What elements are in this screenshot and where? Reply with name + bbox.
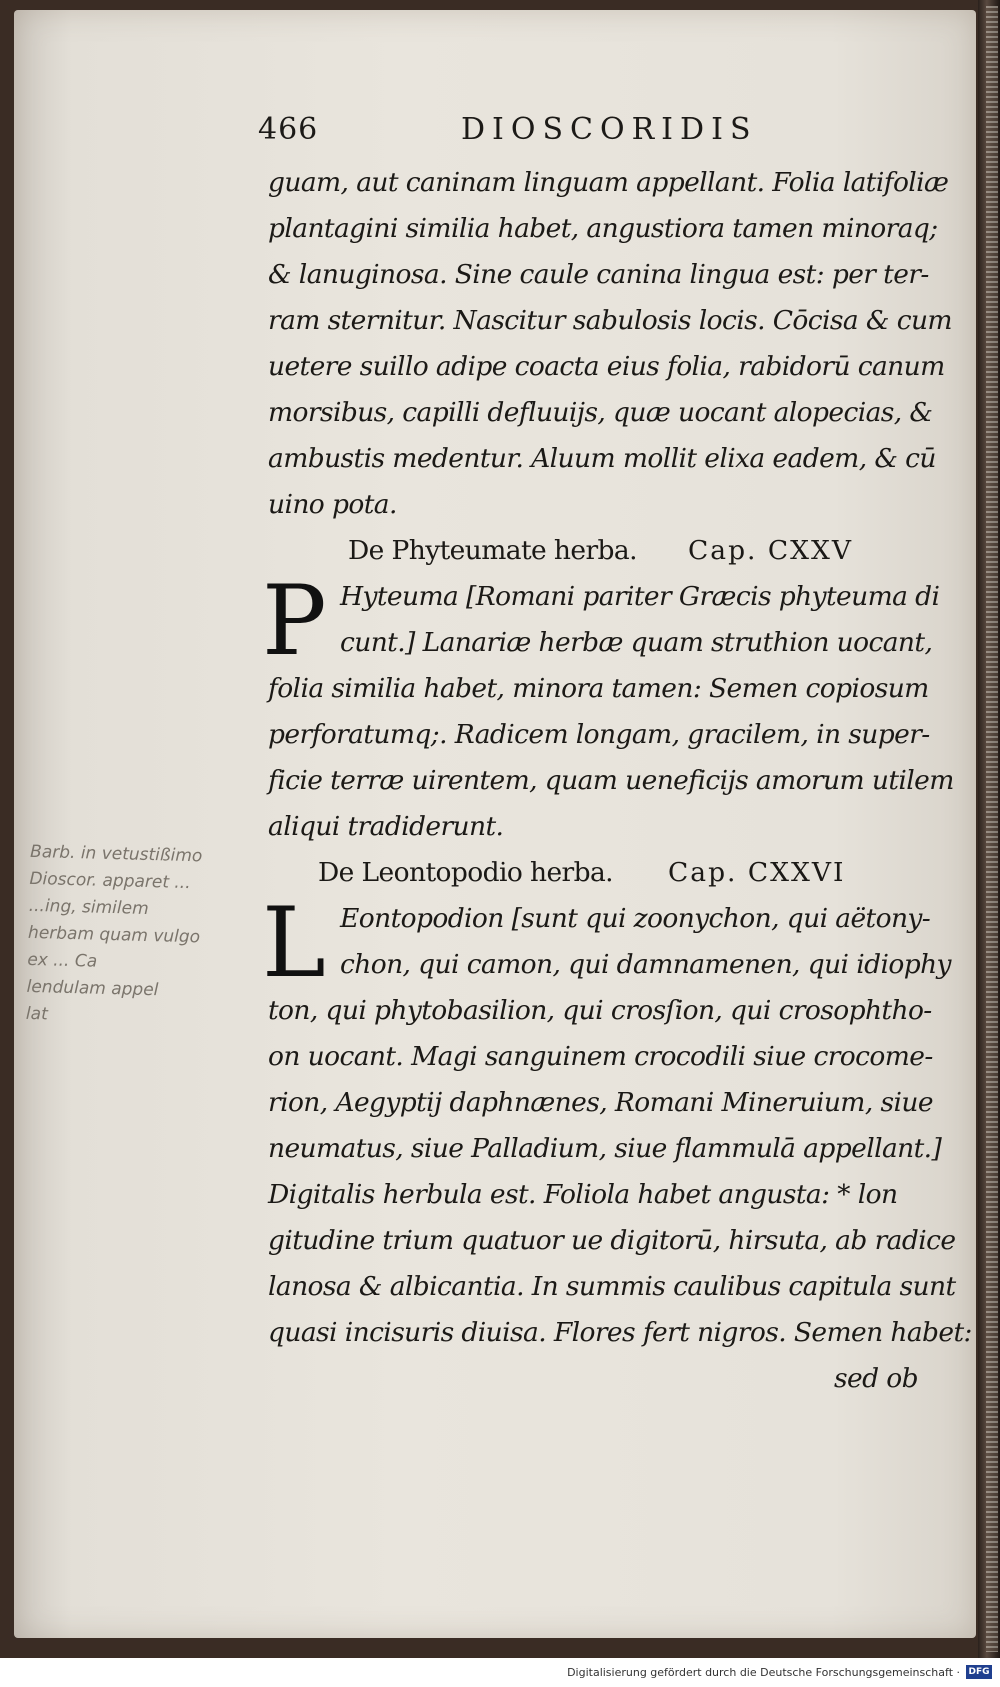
text-line: ram sternitur. Nascitur sabulosis locis. Cōcisa & cum: [268, 305, 952, 336]
note-line: Dioscor. apparet ...: [29, 868, 191, 894]
dfg-logo: DFG: [966, 1665, 992, 1679]
text-line: Digitalis herbula est. Foliola habet angusta: * lon: [268, 1179, 898, 1210]
note-line: lendulam appel: [26, 976, 159, 1001]
chapter-heading-cxxvi: [268, 850, 958, 896]
note-line: lat: [25, 1003, 49, 1025]
text-line: uetere suillo adipe coacta eius folia, rabidorū canum: [268, 351, 945, 382]
text-line: morsibus, capilli defluuijs, quæ uocant alopecias, &: [268, 397, 933, 428]
text-line: perforatumq;. Radicem longam, gracilem, in super-: [268, 719, 930, 750]
handwritten-margin-note: [26, 839, 271, 1034]
note-line: ex ... Ca: [27, 949, 98, 972]
footer-bar: [0, 1658, 1000, 1687]
text-line: Eontopodion [sunt qui zoonychon, qui aëtony-: [340, 903, 931, 934]
chapter-title: De Phyteumate herba.: [348, 535, 637, 566]
page-header: [258, 112, 838, 152]
text-line: ficie terræ uirentem, quam ueneficijs amorum utilem: [268, 765, 954, 796]
drop-capital: P: [262, 565, 326, 677]
text-line: lanosa & albicantia. In summis caulibus capitula sunt: [268, 1271, 956, 1302]
running-head: DIOSCORIDIS: [461, 112, 758, 147]
chapter-title: De Leontopodio herba.: [318, 857, 613, 888]
text-line: plantagini similia habet, angustiora tamen minoraq;: [268, 213, 938, 244]
chapter-number: Cap. CXXVI: [668, 857, 846, 888]
text-line: & lanuginosa. Sine caule canina lingua est: per ter-: [268, 259, 929, 290]
text-line: aliqui tradiderunt.: [268, 811, 504, 842]
page-stack-edge: [986, 6, 998, 1652]
text-line: cunt.] Lanariæ herbæ quam struthion uocant,: [340, 627, 933, 658]
main-text: [262, 160, 972, 1402]
paragraph-1: [268, 160, 958, 528]
folio-number: 466: [258, 112, 319, 147]
text-line: ambustis medentur. Aluum mollit elixa eadem, & cū: [268, 443, 936, 474]
text-line: chon, qui camon, qui damnamenen, qui idiophy: [340, 949, 951, 980]
note-line: ...ing, similem: [28, 895, 149, 920]
text-line: Hyteuma [Romani pariter Græcis phyteuma di: [340, 581, 940, 612]
text-line: gitudine trium quatuor ue digitorū, hirsuta, ab radice: [268, 1225, 956, 1256]
text-line: neumatus, siue Palladium, siue flammulā appellant.]: [268, 1133, 942, 1164]
text-line: folia similia habet, minora tamen: Semen copiosum: [268, 673, 929, 704]
drop-capital: L: [262, 887, 326, 999]
text-line: quasi incisuris diuisa. Flores fert nigros. Semen habet:: [268, 1317, 972, 1348]
note-line: Barb. in vetustißimo: [29, 841, 203, 867]
paragraph-3: [262, 887, 972, 1402]
digitization-credit: Digitalisierung gefördert durch die Deutsche Forschungsgemeinschaft ·: [567, 1666, 960, 1679]
note-line: herbam quam vulgo: [27, 922, 201, 948]
text-line: on uocant. Magi sanguinem crocodili siue crocome-: [268, 1041, 933, 1072]
text-line: rion, Aegyptij daphnænes, Romani Mineruium, siue: [268, 1087, 933, 1118]
chapter-heading-cxxv: [268, 528, 958, 574]
chapter-number: Cap. CXXV: [688, 535, 854, 566]
catchword: sed ob: [834, 1363, 918, 1394]
text-line: ton, qui phytobasilion, qui crosſion, qui crosophtho-: [268, 995, 932, 1026]
text-line: uino pota.: [268, 489, 397, 520]
text-line: guam, aut caninam linguam appellant. Folia latifoliæ: [268, 167, 949, 198]
paragraph-2: [262, 565, 958, 850]
